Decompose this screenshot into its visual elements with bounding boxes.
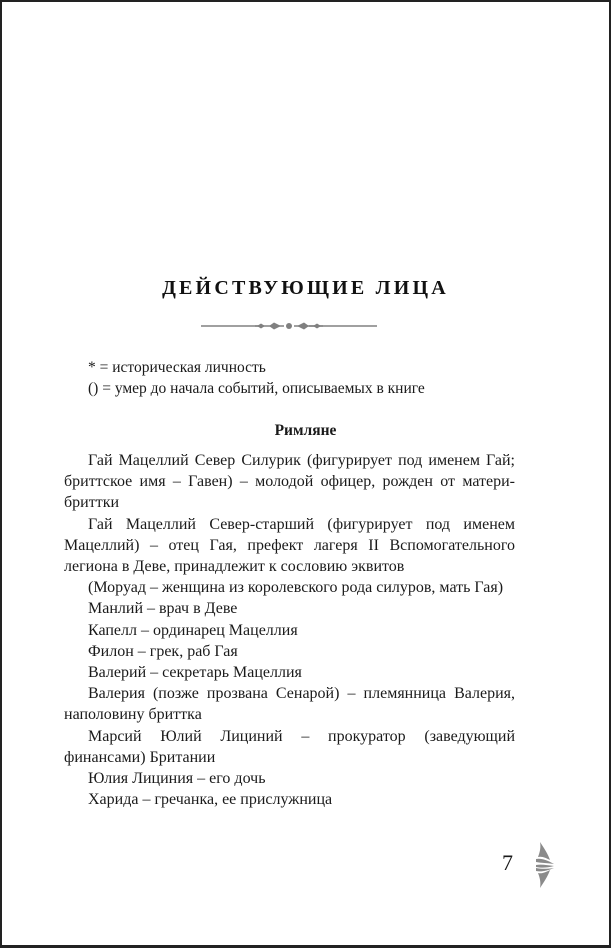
legend-deceased: () = умер до начала событий, описываемых в книге <box>88 380 425 397</box>
legend-historical: * = историческая личность <box>88 359 266 376</box>
book-page <box>2 2 609 945</box>
character-entry: Харида – гречанка, ее прислужница <box>88 791 333 809</box>
character-entry: (Моруад – женщина из королевского рода силуров, мать Гая) <box>88 579 504 597</box>
divider-ornament-icon <box>199 319 379 333</box>
character-entry: Гай Мацеллий Север Силурик (фигурирует под именем Гай; бриттское имя – Гавен) – молодой офицер, рожден от матери-бриттки <box>64 452 515 512</box>
character-entry: Юлия Лициния – его дочь <box>88 770 266 788</box>
character-entry: Марсий Юлий Лициний – прокуратор (заведующий финансами) Британии <box>64 727 515 766</box>
character-entry: Филон – грек, раб Гая <box>88 642 238 660</box>
page-number: 7 <box>502 850 513 875</box>
character-entry: Валерия (позже прозвана Сенарой) – племянница Валерия, наполовину бриттка <box>64 685 515 724</box>
legend <box>88 357 425 399</box>
character-entry: Манлий – врач в Деве <box>88 600 238 618</box>
leaf-ornament-icon <box>530 840 556 890</box>
section-heading: Римляне <box>274 422 337 439</box>
page-title: ДЕЙСТВУЮЩИЕ ЛИЦА <box>162 277 449 299</box>
character-list <box>64 450 515 810</box>
character-entry: Валерий – секретарь Мацеллия <box>88 664 302 682</box>
character-entry: Капелл – ординарец Мацеллия <box>88 621 298 639</box>
character-entry: Гай Мацеллий Север-старший (фигурирует под именем Мацеллий) – отец Гая, префект лагеря II Вспомогательного легиона в Деве, принадлежит к сословию эквитов <box>64 515 515 576</box>
